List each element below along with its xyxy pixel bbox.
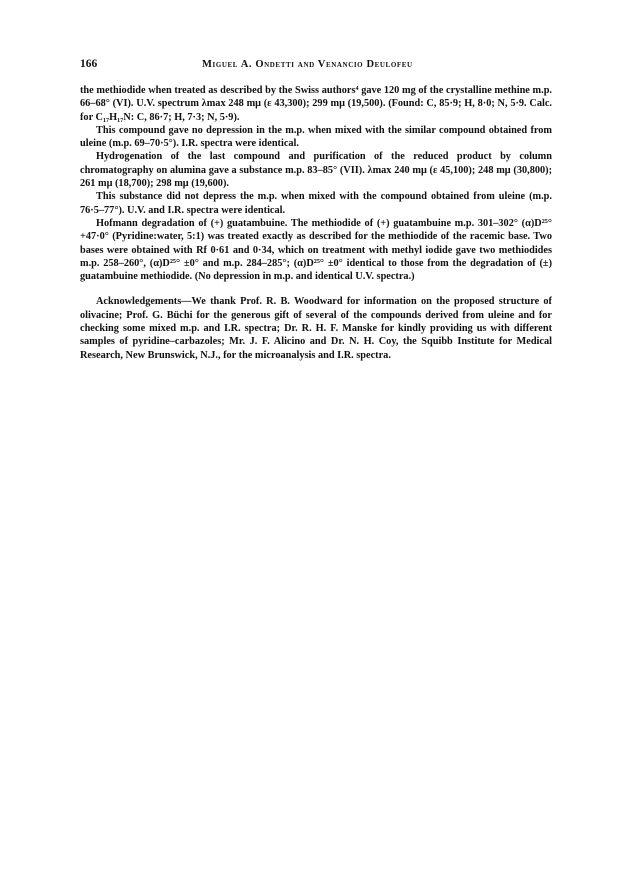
body-text xyxy=(80,84,552,362)
paragraph-no-depression: This compound gave no depression in the m.p. when mixed with the similar compound obtained from uleine (m.p. 69–70·5°). I.R. spectra were identical. xyxy=(80,124,552,150)
paragraph-hydrogenation: Hydrogenation of the last compound and purification of the reduced product by column chromatography on alumina gave a substance m.p. 83–85° (VII). λmax 240 mμ (ε 45,100); 248 mμ (30,800); 261 mμ (18,700); 298 mμ (19,600). xyxy=(80,151,552,190)
page-number: 166 xyxy=(80,58,98,70)
paragraph-substance: This substance did not depress the m.p. when mixed with the compound obtained from uleine (m.p. 76·5–77°). U.V. and I.R. spectra were identical. xyxy=(80,191,552,216)
running-head: Miguel A. Ondetti and Venancio Deulofeu xyxy=(202,59,413,70)
paragraph-hofmann-degradation: Hofmann degradation of (+) guatambuine. The methiodide of (+) guatambuine m.p. 301–302° (α)D²⁵° +47·0° (Pyridine:water, 5:1) was treated exactly as described for the methiodide of the racemic base. Two bases were obtained with Rf 0·61 and 0·34, which on treatment with methyl iodide gave two methiodides m.p. 258–260°, (α)D²⁵° ±0° and m.p. 284–285°; (α)D²⁵° ±0° identical to those from the degradation of (±) guatambuine methiodide. (No depression in m.p. and identical U.V. spectra.) xyxy=(80,217,552,283)
section-gap xyxy=(80,283,552,295)
page-header xyxy=(80,58,550,74)
paragraph-acknowledgements: Acknowledgements—We thank Prof. R. B. Woodward for information on the proposed structure of olivacine; Prof. G. Büchi for the generous gift of several of the compounds derived from uleine and for checking some mixed m.p. and I.R. spectra; Dr. R. H. F. Manske for kindly providing us with different samples of pyridine–carbazoles; Mr. J. F. Alicino and Dr. N. H. Coy, the Squibb Institute for Medical Research, New Brunswick, N.J., for the microanalysis and I.R. spectra. xyxy=(80,296,552,361)
paragraph-methine: the methiodide when treated as described by the Swiss authors⁴ gave 120 mg of the crystalline methine m.p. 66–68° (VI). U.V. spectrum λmax 248 mμ (ε 43,300); 299 mμ (19,500). (Found: C, 85·9; H, 8·0; N, 5·9. Calc. for C₁₇H₁₇N: C, 86·7; H, 7·3; N, 5·9). xyxy=(80,85,552,123)
